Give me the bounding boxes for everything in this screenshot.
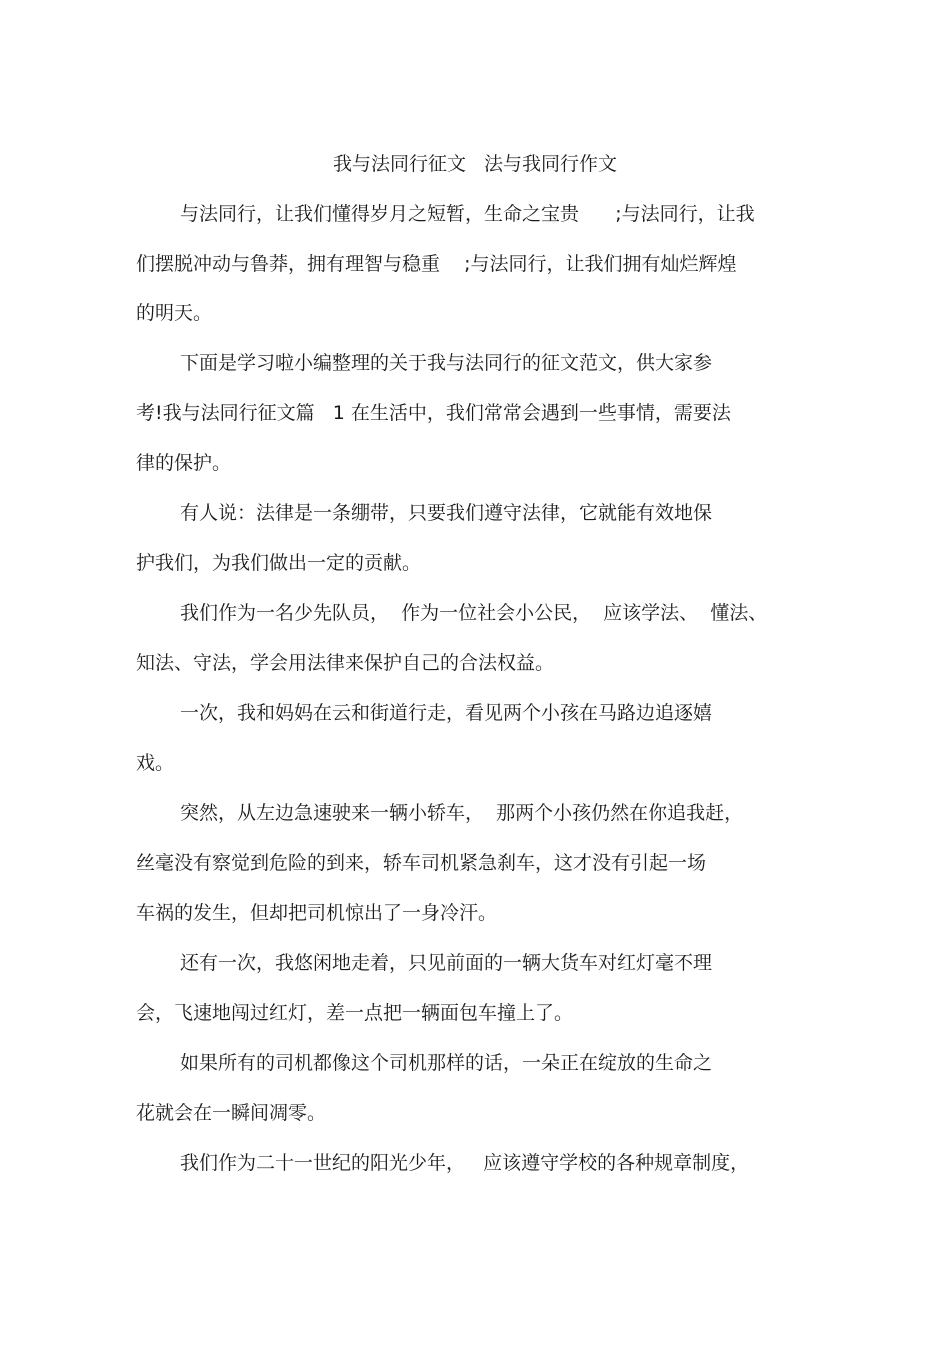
text-line-17: 会，飞速地闯过红灯，差一点把一辆面包车撞上了。 (136, 1002, 574, 1024)
text-line-5: 考!我与法同行征文篇 1 在生活中，我们常常会遇到一些事情，需要法 (136, 402, 731, 424)
text-line-19: 花就会在一瞬间凋零。 (136, 1102, 327, 1124)
text-line-7: 有人说：法律是一条绷带，只要我们遵守法律，它就能有效地保 (180, 502, 713, 524)
text-line-1: 与法同行，让我们懂得岁月之短暂，生命之宝贵 ;与法同行，让我 (180, 203, 755, 225)
text-line-9: 我们作为一名少先队员， 作为一位社会小公民， 应该学法、 懂法、 (180, 602, 768, 624)
text-line-14: 丝毫没有察觉到危险的到来，轿车司机紧急刹车，这才没有引起一场 (136, 852, 707, 874)
text-line-12: 戏。 (136, 752, 175, 774)
text-line-3: 的明天。 (136, 302, 213, 324)
text-line-20: 我们作为二十一世纪的阳光少年， 应该遵守学校的各种规章制度， (180, 1152, 750, 1174)
text-line-4: 下面是学习啦小编整理的关于我与法同行的征文范文，供大家参 (180, 352, 713, 374)
text-line-10: 知法、守法，学会用法律来保护自己的合法权益。 (136, 652, 555, 674)
text-line-8: 护我们，为我们做出一定的贡献。 (136, 552, 422, 574)
text-line-11: 一次，我和妈妈在云和街道行走，看见两个小孩在马路边追逐嬉 (180, 702, 713, 724)
text-line-16: 还有一次，我悠闲地走着，只见前面的一辆大货车对红灯毫不理 (180, 952, 713, 974)
document-title: 我与法同行征文 法与我同行作文 (332, 153, 618, 175)
text-line-18: 如果所有的司机都像这个司机那样的话，一朵正在绽放的生命之 (180, 1052, 713, 1074)
text-line-6: 律的保护。 (136, 452, 232, 474)
text-line-13: 突然，从左边急速驶来一辆小轿车， 那两个小孩仍然在你追我赶， (180, 802, 744, 824)
text-line-2: 们摆脱冲动与鲁莽，拥有理智与稳重 ;与法同行，让我们拥有灿烂辉煌 (136, 253, 737, 275)
text-line-15: 车祸的发生，但却把司机惊出了一身冷汗。 (136, 902, 498, 924)
